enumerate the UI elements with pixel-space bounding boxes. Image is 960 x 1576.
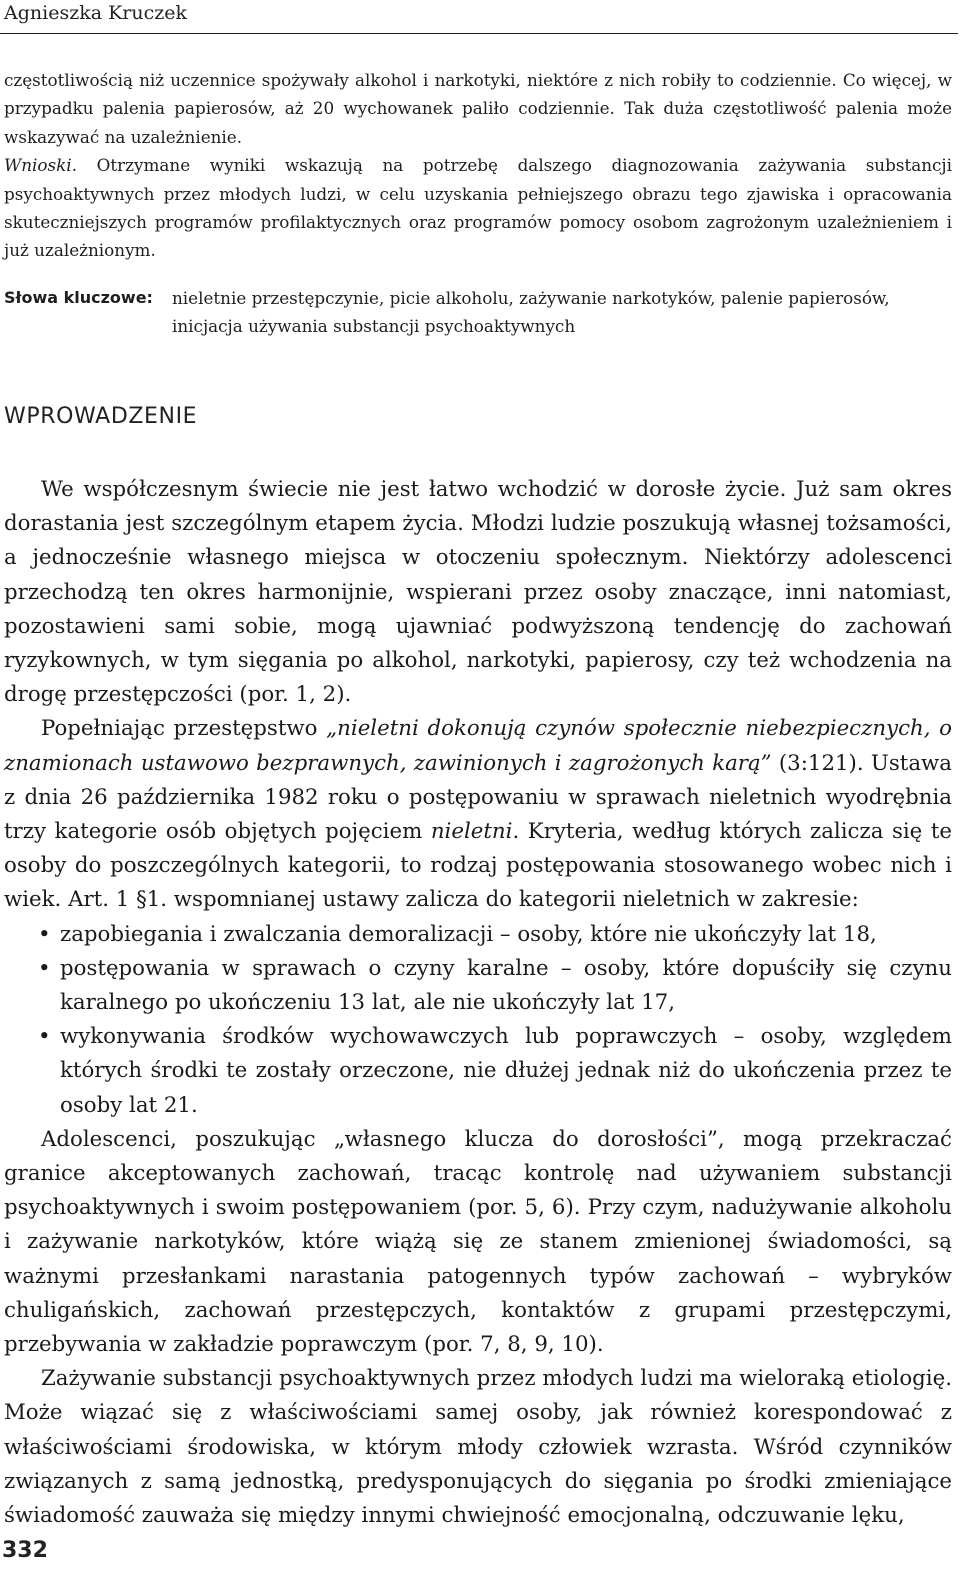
paragraph-2 xyxy=(4,712,952,917)
keywords-text: nieletnie przestępczynie, picie alkoholu, zażywanie narkotyków, palenie papierosów, inicjacja używania substancji psychoaktywnych xyxy=(172,288,890,337)
section-title: WPROWADZENIE xyxy=(4,404,198,429)
abstract-conclusions xyxy=(4,151,952,265)
p2-quote: „nieletni dokonują czynów społecznie niebezpiecznych, o znamionach ustawowo bezprawnych, zawinionych i zagrożonych karą” xyxy=(4,716,952,776)
list-item-text: postępowania w sprawach o czyny karalne – osoby, które dopuściły się czynu karalnego po ukończeniu 13 lat, ale nie ukończyły lat 17, xyxy=(60,955,952,1016)
p2-term: nieletni xyxy=(430,819,513,845)
bullet-icon: • xyxy=(38,1024,51,1050)
p2-mid: (3:121). Ustawa z dnia 26 października 1982 roku o postępowaniu w sprawach nieletnich wyodrębnia trzy kategorie osób objętych pojęciem xyxy=(4,750,952,845)
header-rule xyxy=(0,33,958,34)
category-list xyxy=(4,918,952,1123)
bullet-icon: • xyxy=(38,921,51,947)
paragraph-1: We współczesnym świecie nie jest łatwo wchodzić w dorosłe życie. Już sam okres dorastania jest szczególnym etapem życia. Młodzi ludzie poszukują własnej tożsamości, a jednocześnie własnego miejsca w otoczeniu społecznym. Niektórzy adolescenci przechodzą ten okres harmonijnie, wspierani przez osoby znaczące, inni natomiast, pozostawieni sami sobie, mogą ujawniać podwyższoną tendencję do zachowań ryzykownych, w tym sięgania po alkohol, narkotyki, papierosy, czy też wchodzenia na drogę przestępczości (por. 1, 2). xyxy=(4,477,952,708)
running-head-author: Agnieszka Kruczek xyxy=(4,2,188,24)
conclusions-label: Wnioski. xyxy=(4,155,78,176)
conclusions-text: Otrzymane wyniki wskazują na potrzebę dalszego diagnozowania zażywania substancji psychoaktywnych przez młodych ludzi, w celu uzyskania pełniejszego obrazu tego zjawiska i opracowania skuteczniejszych programów profilaktycznych oraz programów pomocy osobom zagrożonym uzależnieniem i już uzależnionym. xyxy=(4,155,952,261)
p2-start: Popełniając przestępstwo xyxy=(41,716,327,742)
paragraph-4: Zażywanie substancji psychoaktywnych przez młodych ludzi ma wieloraką etiologię. Może wiązać się z właściwościami samej osoby, jak również korespondować z właściwościami środowiska, w którym młody człowiek wzrasta. Wśród czynników związanych z samą jednostką, predysponujących do sięgania po środki zmieniające świadomość zauważa się między innymi chwiejność emocjonalną, odczuwanie lęku, xyxy=(4,1366,952,1529)
abstract-block xyxy=(4,66,952,265)
page-number: 332 xyxy=(2,1538,48,1563)
p2-end: . Kryteria, według których zalicza się te osoby do poszczególnych kategorii, to rodzaj postępowania stosowanego wobec nich i wiek. Art. 1 §1. wspomnianej ustawy zalicza do kategorii nieletnich w zakresie: xyxy=(4,819,952,913)
list-item xyxy=(4,952,952,1020)
abstract-continuation: częstotliwością niż uczennice spożywały alkohol i narkotyki, niektóre z nich robiły to codziennie. Co więcej, w przypadku palenia papierosów, aż 20 wychowanek paliło codziennie. Tak duża częstotliwość palenia może wskazywać na uzależnienie. xyxy=(4,70,952,147)
paragraph-3: Adolescenci, poszukując „własnego klucza do dorosłości”, mogą przekraczać granice akceptowanych zachowań, tracąc kontrolę nad używaniem substancji psychoaktywnych i swoim postępowaniem (por. 5, 6). Przy czym, nadużywanie alkoholu i zażywanie narkotyków, które wiążą się ze stanem zmienionej świadomości, są ważnymi przesłankami narastania patogennych typów zachowań – wybryków chuligańskich, zachowań przestępczych, kontaktów z grupami przestępczymi, przebywania w zakładzie poprawczym (por. 7, 8, 9, 10). xyxy=(4,1126,952,1358)
keywords-label: Słowa kluczowe: xyxy=(4,288,153,307)
bullet-icon: • xyxy=(38,955,51,981)
list-item-text: zapobiegania i zwalczania demoralizacji – osoby, które nie ukończyły lat 18, xyxy=(60,921,877,947)
list-item-text: wykonywania środków wychowawczych lub poprawczych – osoby, względem których środki te zostały orzeczone, nie dłużej jednak niż do ukończenia przez te osoby lat 21. xyxy=(60,1024,952,1118)
list-item xyxy=(4,918,952,952)
body-text xyxy=(4,473,952,1533)
list-item xyxy=(4,1020,952,1123)
